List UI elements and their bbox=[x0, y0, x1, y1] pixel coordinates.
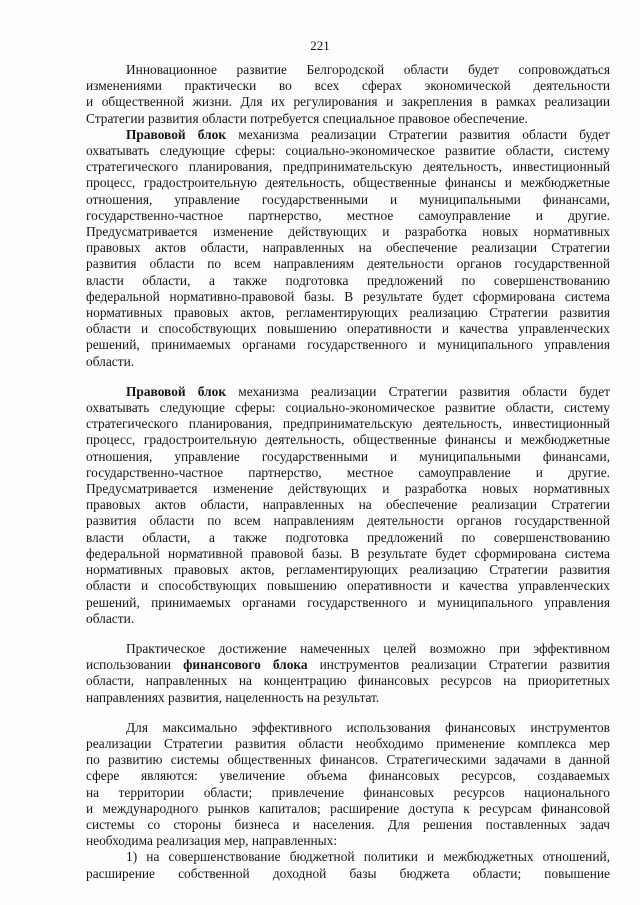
document-body bbox=[86, 62, 610, 882]
paragraph-financial-instruments: Для максимально эффективного использования финансовых инструментов реализации Стратегии развития области необходимо применение комплекса мер по развитию системы общественных финансов. Стратегическими задачами в данной сфере являются: увеличение объема финансовых ресурсов, создаваемых на территории области; привлечение финансовых ресурсов национального и международного рынков капиталов; расширение доступа к ресурсам финансовой системы со стороны бизнеса и населения. Для решения поставленных задач необходима реализация мер, направленных: bbox=[86, 719, 610, 849]
page-number: 221 bbox=[310, 38, 330, 53]
paragraph-list-item-1: 1) на совершенствование бюджетной политики и межбюджетных отношений, расширение собственной доходной базы бюджета области; повышение bbox=[86, 849, 610, 881]
paragraph-legal-block-1: Правовой блок механизма реализации Стратегии развития области будет охватывать следующие сферы: социально-экономическое развитие области, систему стратегического планирования, предпринимательскую деятельность, инвестиционный процесс, градостроительную деятельность, общественные финансы и межбюджетные отношения, управление государственными и муниципальными финансами, государственно-частное партнерство, местное самоуправление и другие. Предусматривается изменение действующих и разработка новых нормативных правовых актов области, направленных на обеспечение реализации Стратегии развития области по всем направлениям деятельности органов государственной власти области, а также подготовка предложений по совершенствованию федеральной нормативно-правовой базы. В результате будет сформирована система нормативных правовых актов, регламентирующих реализацию Стратегии развития области и способствующих повышению оперативности и качества управленческих решений, принимаемых органами государственного и муниципального управления области. bbox=[86, 126, 610, 369]
bold-term: Правовой блок bbox=[126, 126, 227, 142]
bold-term: Правовой блок bbox=[126, 383, 227, 399]
paragraph-legal-block-2: Правовой блок механизма реализации Стратегии развития области будет охватывать следующие сферы: социально-экономическое развитие области, систему стратегического планирования, предпринимательскую деятельность, инвестиционный процесс, градостроительную деятельность, общественные финансы и межбюджетные отношения, управление государственными и муниципальными финансами, государственно-частное партнерство, местное самоуправление и другие. Предусматривается изменение действующих и разработка новых нормативных правовых актов области, направленных на обеспечение реализации Стратегии развития области по всем направлениям деятельности органов государственной власти области, а также подготовка предложений по совершенствованию федеральной нормативной правовой базы. В результате будет сформирована система нормативных правовых актов, регламентирующих реализацию Стратегии развития области и способствующих повышению оперативности и качества управленческих решений, принимаемых органами государственного и муниципального управления области. bbox=[86, 383, 610, 626]
bold-term: финансового блока bbox=[183, 657, 308, 673]
paragraph-innovation: Инновационное развитие Белгородской области будет сопровождаться изменениями практически во всех сферах экономической деятельности и общественной жизни. Для их регулирования и закрепления в рамках реализации Стратегии развития области потребуется специальное правовое обеспечение. bbox=[86, 62, 610, 126]
paragraph-financial-block: Практическое достижение намеченных целей возможно при эффективном использовании финансового блока инструментов реализации Стратегии развития области, направленных на концентрацию финансовых ресурсов на приоритетных направлениях развития, нацеленность на результат. bbox=[86, 640, 610, 705]
